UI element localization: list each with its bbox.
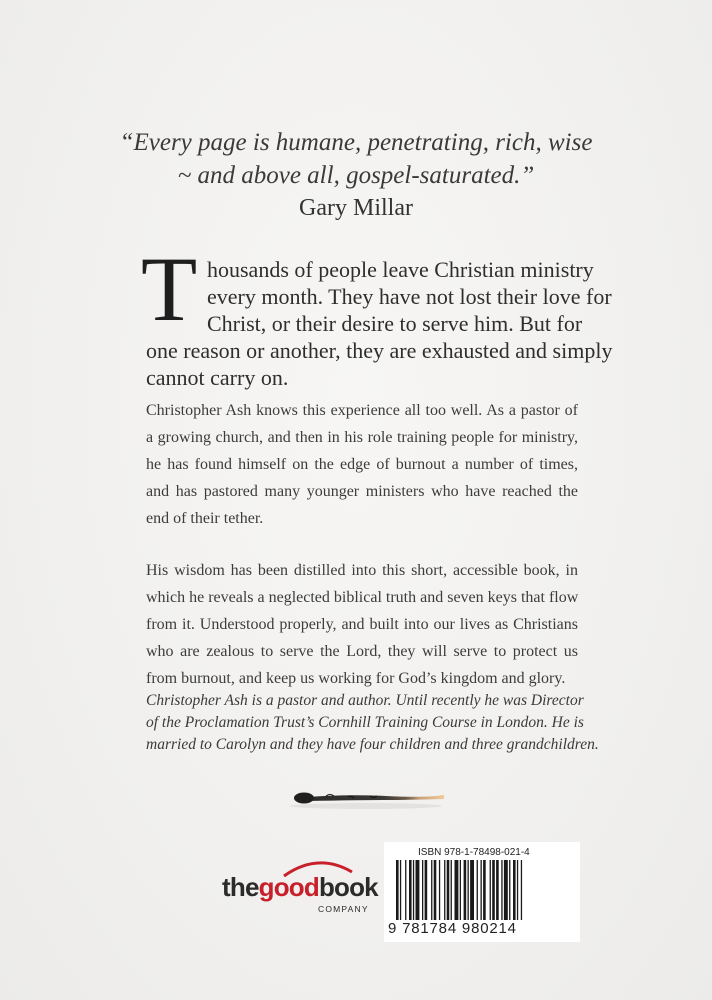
quote-author: Gary Millar xyxy=(299,195,413,221)
bio-line: married to Carolyn and they have four children and three grandchildren. xyxy=(146,736,599,753)
drop-cap: T xyxy=(141,238,198,340)
wordmark-good: good xyxy=(258,872,319,902)
bio-line: of the Proclamation Trust’s Cornhill Training Course in London. He is xyxy=(146,714,584,731)
paragraph-line: Christopher Ash knows this experience all too well. As a pastor of xyxy=(146,402,578,419)
quote-line-2: ~ and above all, gospel-saturated.” xyxy=(177,162,535,189)
lead-line: cannot carry on. xyxy=(146,365,289,390)
paragraph-line: who are zealous to serve the Lord, they will serve to protect us xyxy=(146,643,578,660)
paragraph-line: and has pastored many younger ministers who have reached the xyxy=(146,483,578,500)
paragraph-line: from burnout, and keep us working for God’s kingdom and glory. xyxy=(146,670,566,687)
bio-line: Christopher Ash is a pastor and author. Until recently he was Director xyxy=(146,692,584,709)
wordmark-book: book xyxy=(318,872,378,902)
paragraph-line: end of their tether. xyxy=(146,510,264,527)
body-paragraph-2 xyxy=(146,557,578,692)
paragraph-line: which he reveals a neglected biblical truth and seven keys that flow xyxy=(146,589,579,606)
lead-line: Christ, or their desire to serve him. But for xyxy=(207,311,583,336)
paragraph-line: a growing church, and then in his role training people for ministry, xyxy=(146,429,578,446)
author-bio xyxy=(146,690,599,756)
lead-line: housands of people leave Christian ministry xyxy=(207,257,594,282)
lead-line: every month. They have not lost their love for xyxy=(207,284,612,309)
publisher-logo xyxy=(222,858,378,918)
endorsement-quote xyxy=(100,126,612,192)
lead-line: one reason or another, they are exhausted and simply xyxy=(146,338,613,363)
lead-paragraph xyxy=(146,256,613,391)
publisher-wordmark xyxy=(222,872,378,903)
barcode-digits: 9 781784 980214 xyxy=(388,920,517,937)
quote-line-1: “Every page is humane, penetrating, rich, wise xyxy=(119,129,593,156)
wordmark-the: the xyxy=(222,872,259,902)
paragraph-line: he has found himself on the edge of burnout a number of times, xyxy=(146,456,578,473)
isbn-label: ISBN 978-1-78498-021-4 xyxy=(418,847,530,858)
paragraph-line: His wisdom has been distilled into this short, accessible book, in xyxy=(146,562,578,579)
burnt-match-icon xyxy=(286,786,446,812)
body-paragraph-1 xyxy=(146,397,578,532)
barcode xyxy=(396,860,576,922)
paragraph-line: from it. Understood properly, and built into our lives as Christians xyxy=(146,616,578,633)
publisher-company: COMPANY xyxy=(318,904,369,914)
